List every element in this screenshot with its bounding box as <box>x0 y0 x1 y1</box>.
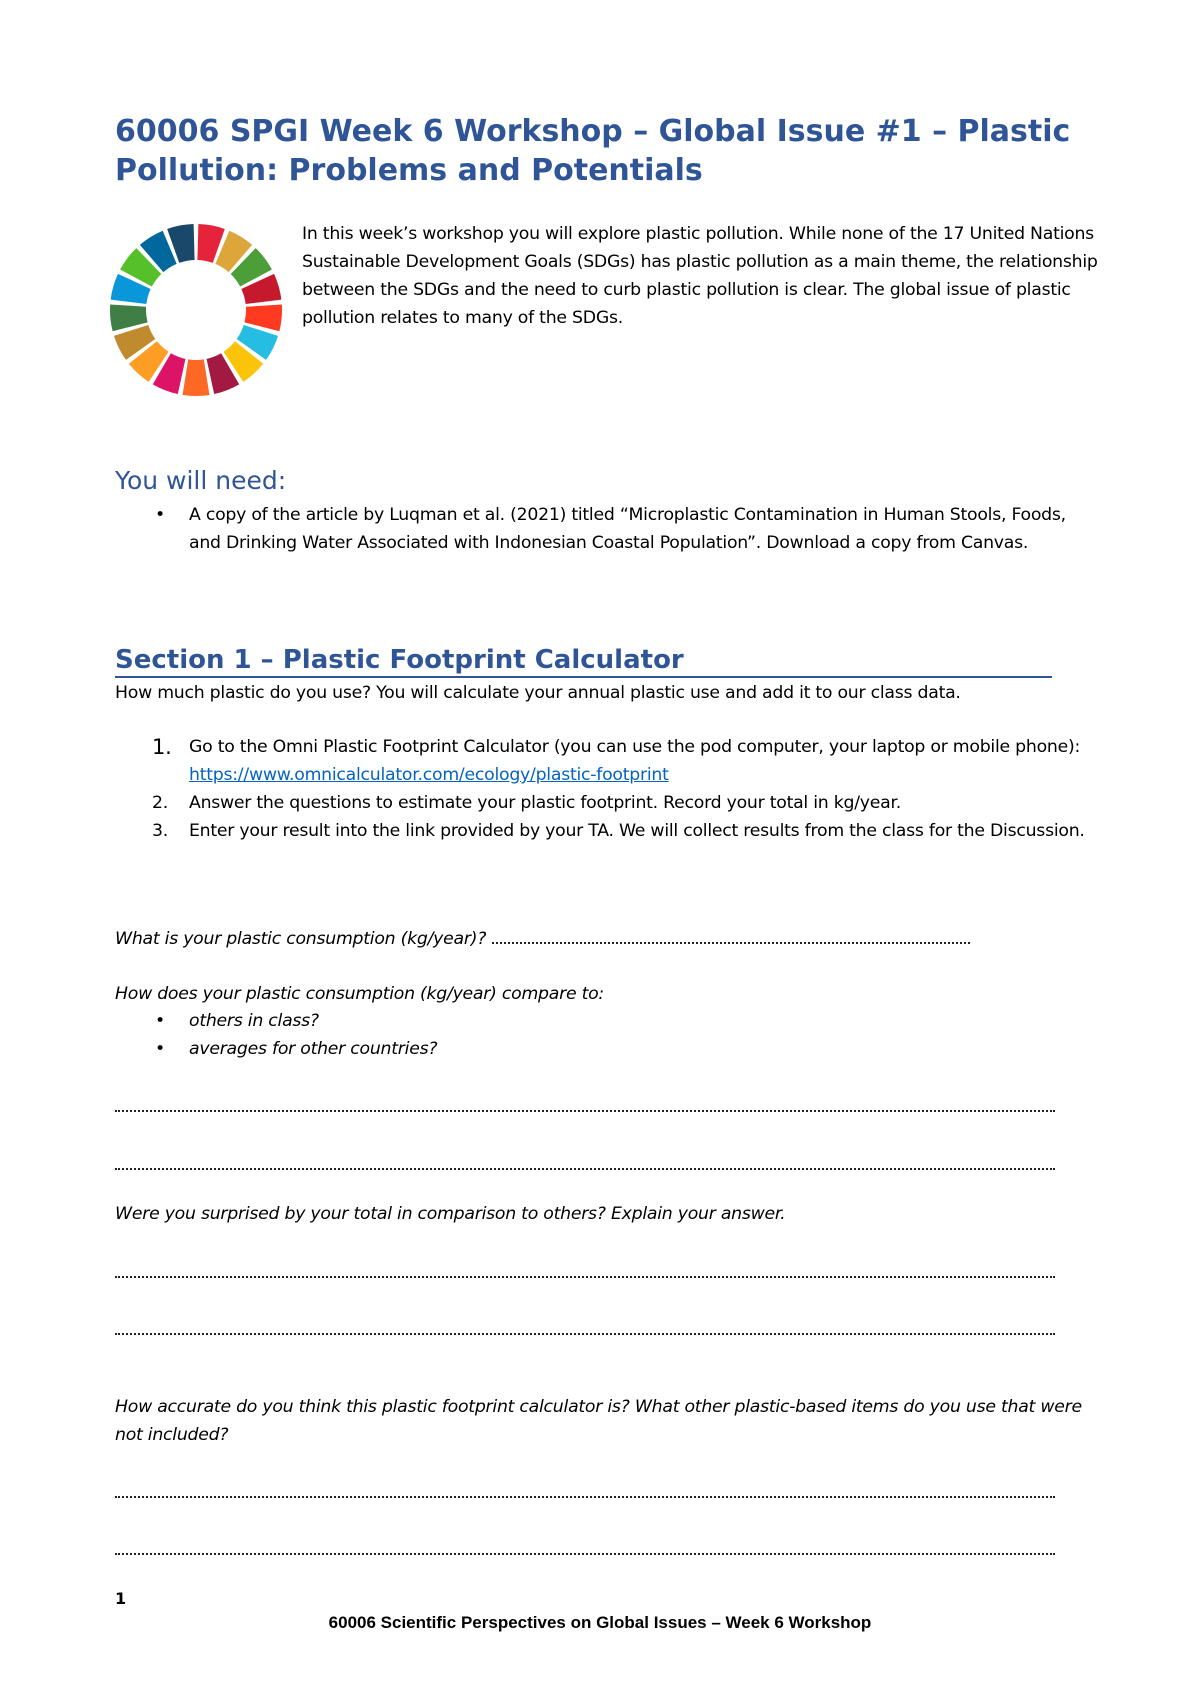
step-text: Enter your result into the link provided by your TA. We will collect results from the class for the Discussion. <box>189 821 1085 841</box>
answer-line[interactable] <box>115 1484 1055 1498</box>
section-1-heading: Section 1 – Plastic Footprint Calculator <box>115 644 1052 678</box>
step-number: 3. <box>152 821 168 841</box>
question-1 <box>115 925 1095 953</box>
question-2-list <box>115 1007 1095 1063</box>
page-footer: 60006 Scientific Perspectives on Global Issues – Week 6 Workshop <box>328 1613 872 1632</box>
you-will-need-list <box>115 501 1095 557</box>
list-item <box>115 501 1095 557</box>
question-2: How does your plastic consumption (kg/year) compare to: <box>115 984 604 1004</box>
list-item <box>115 1035 1095 1063</box>
sdg-wheel-logo <box>108 222 284 398</box>
compare-item: averages for other countries? <box>189 1039 438 1059</box>
question-4: How accurate do you think this plastic footprint calculator is? What other plastic-based items do you use that were not included? <box>115 1397 1082 1445</box>
sdg-wheel-segment <box>183 359 210 396</box>
answer-line[interactable] <box>115 1156 1055 1170</box>
compare-item: others in class? <box>189 1011 319 1031</box>
you-will-need-heading: You will need: <box>115 466 287 495</box>
step-text: Go to the Omni Plastic Footprint Calculator (you can use the pod computer, your laptop or mobile phone): <box>189 737 1081 757</box>
step-text: Answer the questions to estimate your plastic footprint. Record your total in kg/year. <box>189 793 901 813</box>
bullet-icon: • <box>155 1039 165 1059</box>
question-text: What is your plastic consumption (kg/year)? <box>115 929 487 949</box>
answer-line[interactable] <box>115 1264 1055 1278</box>
step-2 <box>115 789 1095 817</box>
bullet-icon: • <box>155 1011 165 1031</box>
list-item <box>115 1007 1095 1035</box>
step-1 <box>115 733 1095 789</box>
answer-line[interactable] <box>115 1541 1055 1555</box>
question-3: Were you surprised by your total in comparison to others? Explain your answer. <box>115 1204 786 1224</box>
answer-line[interactable] <box>115 1098 1055 1112</box>
step-3 <box>115 817 1095 845</box>
answer-line[interactable] <box>115 1321 1055 1335</box>
intro-paragraph: In this week’s workshop you will explore plastic pollution. While none of the 17 United Nations Sustainable Development Goals (SDGs) has plastic pollution as a main theme, the relationship between the SDGs and the need to curb plastic pollution is clear. The global issue of plastic pollution relates to many of the SDGs. <box>302 224 1098 328</box>
step-number: 1. <box>152 735 172 759</box>
page-number: 1 <box>115 1589 127 1608</box>
page-title: 60006 SPGI Week 6 Workshop – Global Issue #1 – Plastic Pollution: Problems and Potentials <box>115 114 1071 188</box>
section-1-intro: How much plastic do you use? You will calculate your annual plastic use and add it to our class data. <box>115 683 961 703</box>
article-requirement: A copy of the article by Luqman et al. (2021) titled “Microplastic Contamination in Human Stools, Foods, and Drinking Water Associated with Indonesian Coastal Population”. Download a copy from Canvas. <box>189 505 1066 553</box>
instruction-steps <box>115 733 1095 845</box>
calculator-link[interactable]: https://www.omnicalculator.com/ecology/plastic-footprint <box>189 765 669 785</box>
bullet-icon: • <box>155 505 165 525</box>
step-number: 2. <box>152 793 168 813</box>
answer-line[interactable] <box>492 930 970 944</box>
